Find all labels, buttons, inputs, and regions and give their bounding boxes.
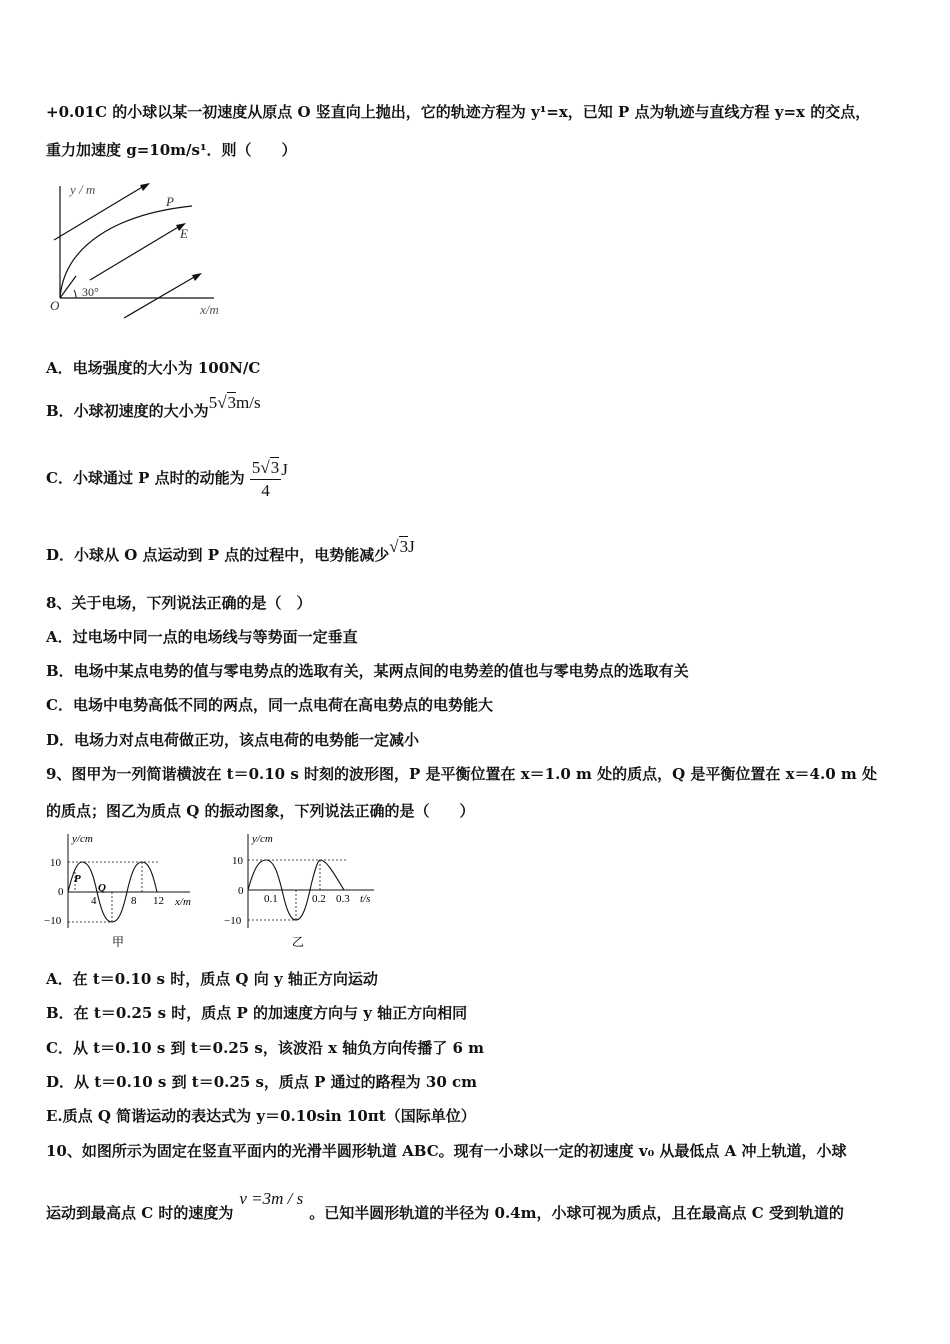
q9-option-b: B．在 t＝0.25 s 时，质点 P 的加速度方向与 y 轴正方向相同 — [46, 1004, 468, 1022]
yi-xtick-0.2: 0.2 — [312, 893, 326, 905]
q7-option-d-text: D．小球从 O 点运动到 P 点的过程中，电势能减少 — [46, 546, 390, 564]
q7-stem-line2: 重力加速度 g=10m/s¹．则（ ） — [46, 141, 297, 159]
q9-stem-line1: 9、图甲为一列简谐横波在 t＝0.10 s 时刻的波形图，P 是平衡位置在 x＝1.0 m 处的质点，Q 是平衡位置在 x＝4.0 m 处 — [46, 765, 877, 783]
q10-velocity-formula: v =3m / s — [239, 1189, 304, 1208]
yi-y-label: y/cm — [252, 833, 273, 845]
q7-initial-velocity-arrow — [60, 276, 76, 298]
q7-option-b-unit: m/s — [236, 393, 261, 412]
q7-option-d — [46, 537, 415, 566]
q9-option-a: A．在 t＝0.10 s 时，质点 Q 向 y 轴正方向运动 — [46, 970, 378, 988]
yi-xtick-0.3: 0.3 — [336, 893, 350, 905]
yi-ytick-neg10: −10 — [224, 915, 242, 927]
jia-ytick-0: 0 — [58, 886, 64, 898]
q8-option-d: D．电场力对点电荷做正功，该点电荷的电势能一定减小 — [46, 731, 420, 749]
q8-option-b: B．电场中某点电势的值与零电势点的选取有关，某两点间的电势差的值也与零电势点的选取有关 — [46, 662, 689, 680]
q9-option-c: C．从 t＝0.10 s 到 t＝0.25 s，该波沿 x 轴负方向传播了 6 m — [46, 1039, 485, 1057]
q7-arrowhead — [140, 183, 150, 191]
q7-option-b — [46, 393, 261, 422]
jia-x-label: x/m — [175, 896, 191, 908]
q7-angle-arc — [74, 290, 76, 298]
yi-x-label: t/s — [360, 893, 371, 905]
yi-caption: 乙 — [292, 935, 305, 949]
q7-angle-label: 30° — [82, 285, 99, 299]
q7-option-d-unit: J — [408, 537, 415, 556]
q7-figure — [46, 176, 236, 324]
q7-stem-line1: +0.01C 的小球以某一初速度从原点 O 竖直向上抛出，它的轨迹方程为 y¹=x，已知 P 点为轨迹与直线方程 y=x 的交点， — [46, 103, 871, 121]
q7-option-b-coef: 5 — [208, 393, 218, 412]
q7-trajectory-curve — [60, 206, 192, 298]
q7-option-c-text: C．小球通过 P 点时的动能为 — [46, 469, 245, 487]
jia-ytick-10: 10 — [50, 857, 61, 869]
q7-option-c-numerator: 5√3 — [250, 457, 281, 480]
q10-stem-line1: 10、如图所示为固定在竖直平面内的光滑半圆形轨道 ABC。现有一小球以一定的初速度 v₀ 从最低点 A 冲上轨道，小球 — [46, 1142, 847, 1160]
q7-origin-label: O — [50, 298, 60, 313]
q7-option-a: A．电场强度的大小为 100N/C — [46, 359, 261, 377]
q8-stem: 8、关于电场，下列说法正确的是（ ） — [46, 594, 312, 612]
q7-option-c-num-coef: 5 — [251, 457, 261, 477]
q7-option-c-num-radicand: 3 — [270, 457, 280, 477]
yi-ytick-10: 10 — [232, 855, 243, 867]
jia-y-label: y/cm — [72, 833, 93, 845]
q7-field-e-label: E — [180, 226, 188, 241]
q8-option-a: A．过电场中同一点的电场线与等势面一定垂直 — [46, 628, 358, 646]
q9-figure-yi — [222, 828, 392, 952]
q10-stem-line2 — [46, 1189, 844, 1224]
jia-p-label: P — [74, 873, 81, 885]
q7-option-b-text: B．小球初速度的大小为 — [46, 402, 209, 420]
q9-option-d: D．从 t＝0.10 s 到 t＝0.25 s，质点 P 通过的路程为 30 cm — [46, 1073, 477, 1091]
q7-option-c-unit: J — [281, 460, 288, 479]
q10-stem-line2-pre: 运动到最高点 C 时的速度为 — [46, 1204, 234, 1222]
q8-option-c: C．电场中电势高低不同的两点，同一点电荷在高电势点的电势能大 — [46, 696, 493, 714]
jia-ytick-neg10: −10 — [44, 915, 62, 927]
jia-xtick-12: 12 — [153, 895, 164, 907]
q10-stem-line2-post: 。已知半圆形轨道的半径为 0.4m，小球可视为质点，且在最高点 C 受到轨道的 — [309, 1204, 844, 1222]
jia-q-label: Q — [98, 882, 106, 894]
q7-field-line-1 — [54, 186, 144, 240]
q7-point-p-label: P — [166, 194, 174, 209]
q7-option-d-math: √3J — [389, 537, 415, 556]
q7-y-label: y / m — [70, 182, 96, 197]
yi-xtick-0.1: 0.1 — [264, 893, 278, 905]
q7-option-c-denominator: 4 — [261, 480, 270, 500]
jia-caption: 甲 — [112, 935, 125, 949]
q7-option-c — [46, 456, 288, 502]
q7-option-b-math: 5√3m/s — [208, 393, 261, 412]
q7-arrowhead — [192, 273, 202, 281]
q9-figure-jia — [40, 828, 200, 952]
yi-ytick-0: 0 — [238, 885, 244, 897]
q7-option-c-fraction — [250, 457, 281, 502]
q7-option-b-radicand: 3 — [227, 393, 237, 412]
q7-field-line-3 — [124, 276, 196, 318]
q9-option-e: E.质点 Q 简谐运动的表达式为 y＝0.10sin 10πt（国际单位） — [46, 1107, 476, 1125]
jia-xtick-4: 4 — [91, 895, 97, 907]
q9-stem-line2: 的质点；图乙为质点 Q 的振动图象，下列说法正确的是（ ） — [46, 802, 475, 820]
q7-option-d-radicand: 3 — [399, 537, 409, 556]
q7-x-label: x/m — [200, 302, 219, 317]
q7-field-line-2 — [90, 226, 180, 280]
jia-xtick-8: 8 — [131, 895, 137, 907]
